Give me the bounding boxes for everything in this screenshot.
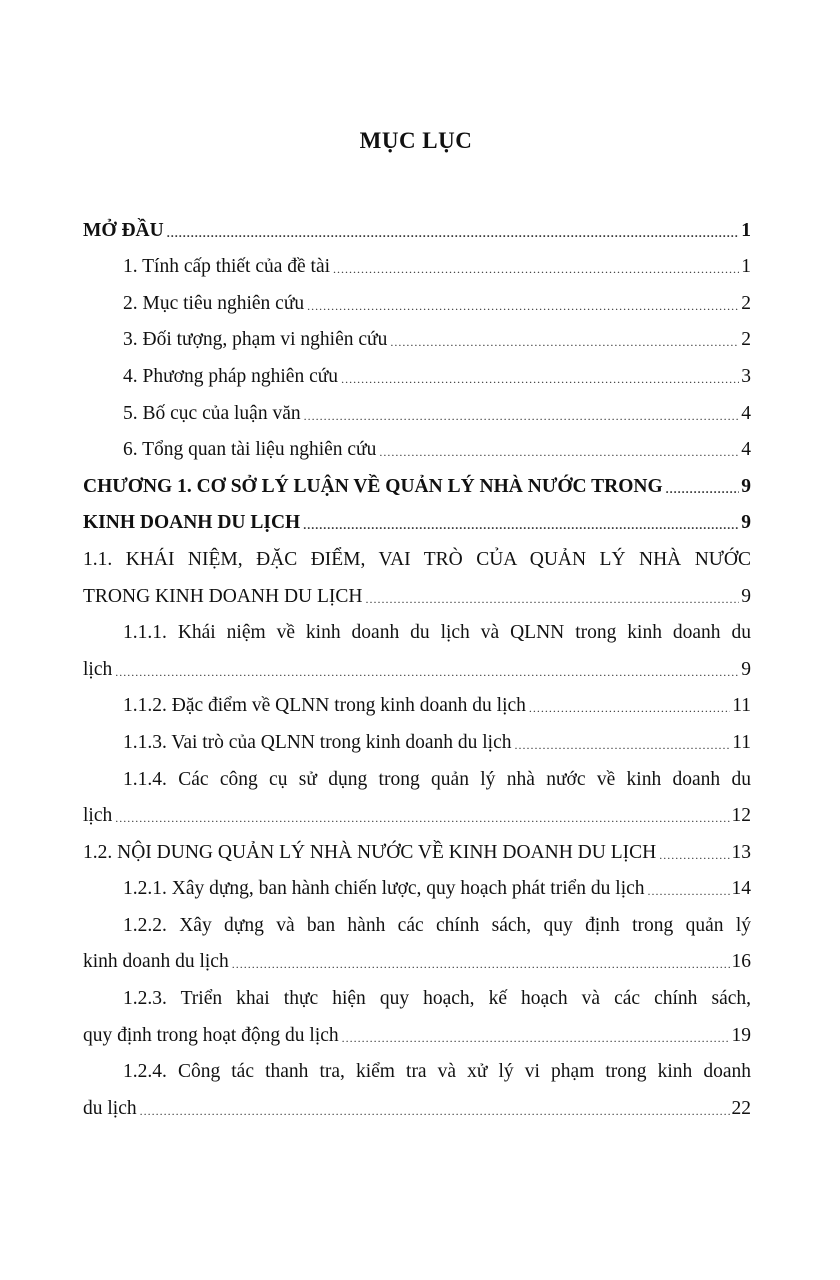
toc-entry-page: 12 [731,805,751,827]
toc-entry-page: 9 [741,475,751,497]
dot-leader [307,299,739,315]
dot-leader [515,738,731,754]
toc-entry-text: kinh doanh du lịch [83,951,229,973]
dot-leader [341,372,739,388]
toc-entry-page: 22 [731,1097,751,1119]
toc-entry-page: 2 [741,329,751,351]
toc-entry-text: 5. Bố cục của luận văn [123,402,301,424]
toc-entry-text: 1.2.4. Công tác thanh tra, kiểm tra và xử lý vi phạm trong kinh doanh [123,1061,751,1083]
toc-entry[interactable] [83,205,751,242]
toc-entry-text: 1.1.4. Các công cụ sử dụng trong quản lý nhà nước về kinh doanh du [123,768,751,790]
dot-leader [342,1031,730,1047]
dot-leader [390,335,739,351]
toc-entry-page: 11 [732,731,751,753]
toc-entry-text: MỞ ĐẦU [83,219,164,241]
dot-leader [666,482,739,498]
toc-entry[interactable] [83,827,751,864]
toc-entry[interactable] [83,754,751,791]
dot-leader [232,957,730,973]
toc-entry-page: 4 [741,402,751,424]
dot-leader [115,811,729,827]
toc-entry[interactable] [83,1083,751,1120]
toc-entry-text: 6. Tổng quan tài liệu nghiên cứu [123,439,377,461]
toc-entry[interactable] [83,278,751,315]
toc-entry-text: 1.2.3. Triển khai thực hiện quy hoạch, kế hoạch và các chính sách, [123,988,751,1010]
toc-entry[interactable] [83,351,751,388]
toc-entry-page: 4 [741,439,751,461]
toc-entry-text: 1.1.3. Vai trò của QLNN trong kinh doanh du lịch [123,731,512,753]
toc-entry[interactable] [83,425,751,462]
toc-entry-text: 3. Đối tượng, phạm vi nghiên cứu [123,329,388,351]
toc-entry-text: 1.1.2. Đặc điểm về QLNN trong kinh doanh du lịch [123,695,526,717]
dot-leader [365,592,739,608]
toc-entry-text: CHƯƠNG 1. CƠ SỞ LÝ LUẬN VỀ QUẢN LÝ NHÀ NƯỚC TRONG [83,475,663,497]
dot-leader [659,848,729,864]
toc-entry-text: 1.1.1. Khái niệm về kinh doanh du lịch và QLNN trong kinh doanh du [123,622,751,644]
dot-leader [167,226,739,242]
toc-entry-text: du lịch [83,1097,137,1119]
toc-entry-page: 13 [731,841,751,863]
toc-entry-text: KINH DOANH DU LỊCH [83,512,301,534]
dot-leader [303,518,739,534]
toc-entry-page: 3 [741,365,751,387]
toc-entry[interactable] [83,1010,751,1047]
table-of-contents [83,205,751,1120]
toc-entry[interactable] [83,534,751,571]
toc-entry[interactable] [83,937,751,974]
toc-entry[interactable] [83,571,751,608]
toc-entry[interactable] [83,644,751,681]
toc-entry[interactable] [83,608,751,645]
dot-leader [115,665,739,681]
toc-entry-page: 2 [741,292,751,314]
toc-entry-text: 1.2. NỘI DUNG QUẢN LÝ NHÀ NƯỚC VỀ KINH DOANH DU LỊCH [83,841,657,863]
toc-entry[interactable] [83,242,751,279]
toc-entry-page: 9 [741,585,751,607]
toc-entry-page: 14 [731,878,751,900]
toc-entry-page: 1 [741,256,751,278]
toc-entry-text: TRONG KINH DOANH DU LỊCH [83,585,363,607]
toc-entry-text: quy định trong hoạt động du lịch [83,1024,339,1046]
toc-entry[interactable] [83,461,751,498]
toc-entry-text: 1.2.2. Xây dựng và ban hành các chính sách, quy định trong quản lý [123,914,751,936]
toc-entry-text: 1.1. KHÁI NIỆM, ĐẶC ĐIỂM, VAI TRÒ CỦA QUẢN LÝ NHÀ NƯỚC [83,548,751,570]
dot-leader [333,262,739,278]
dot-leader [529,701,730,717]
toc-entry-page: 16 [731,951,751,973]
toc-entry-page: 11 [732,695,751,717]
toc-entry[interactable] [83,973,751,1010]
toc-entry-text: lịch [83,658,113,680]
toc-entry[interactable] [83,864,751,901]
toc-entry[interactable] [83,315,751,352]
toc-entry[interactable] [83,717,751,754]
toc-entry-text: 2. Mục tiêu nghiên cứu [123,292,305,314]
toc-entry-page: 1 [741,219,751,241]
toc-entry[interactable] [83,388,751,425]
toc-entry[interactable] [83,681,751,718]
toc-entry[interactable] [83,900,751,937]
toc-entry-text: 4. Phương pháp nghiên cứu [123,365,339,387]
dot-leader [379,445,739,461]
toc-entry-page: 9 [741,658,751,680]
page-title: MỤC LỤC [359,128,473,153]
toc-entry-text: 1. Tính cấp thiết của đề tài [123,256,331,278]
toc-entry-text: 1.2.1. Xây dựng, ban hành chiến lược, quy hoạch phát triển du lịch [123,878,645,900]
dot-leader [304,409,739,425]
toc-entry[interactable] [83,498,751,535]
dot-leader [648,884,730,900]
toc-entry-page: 19 [731,1024,751,1046]
dot-leader [140,1104,730,1120]
toc-entry[interactable] [83,1047,751,1084]
toc-entry-text: lịch [83,805,113,827]
toc-entry[interactable] [83,791,751,828]
toc-entry-page: 9 [741,512,751,534]
